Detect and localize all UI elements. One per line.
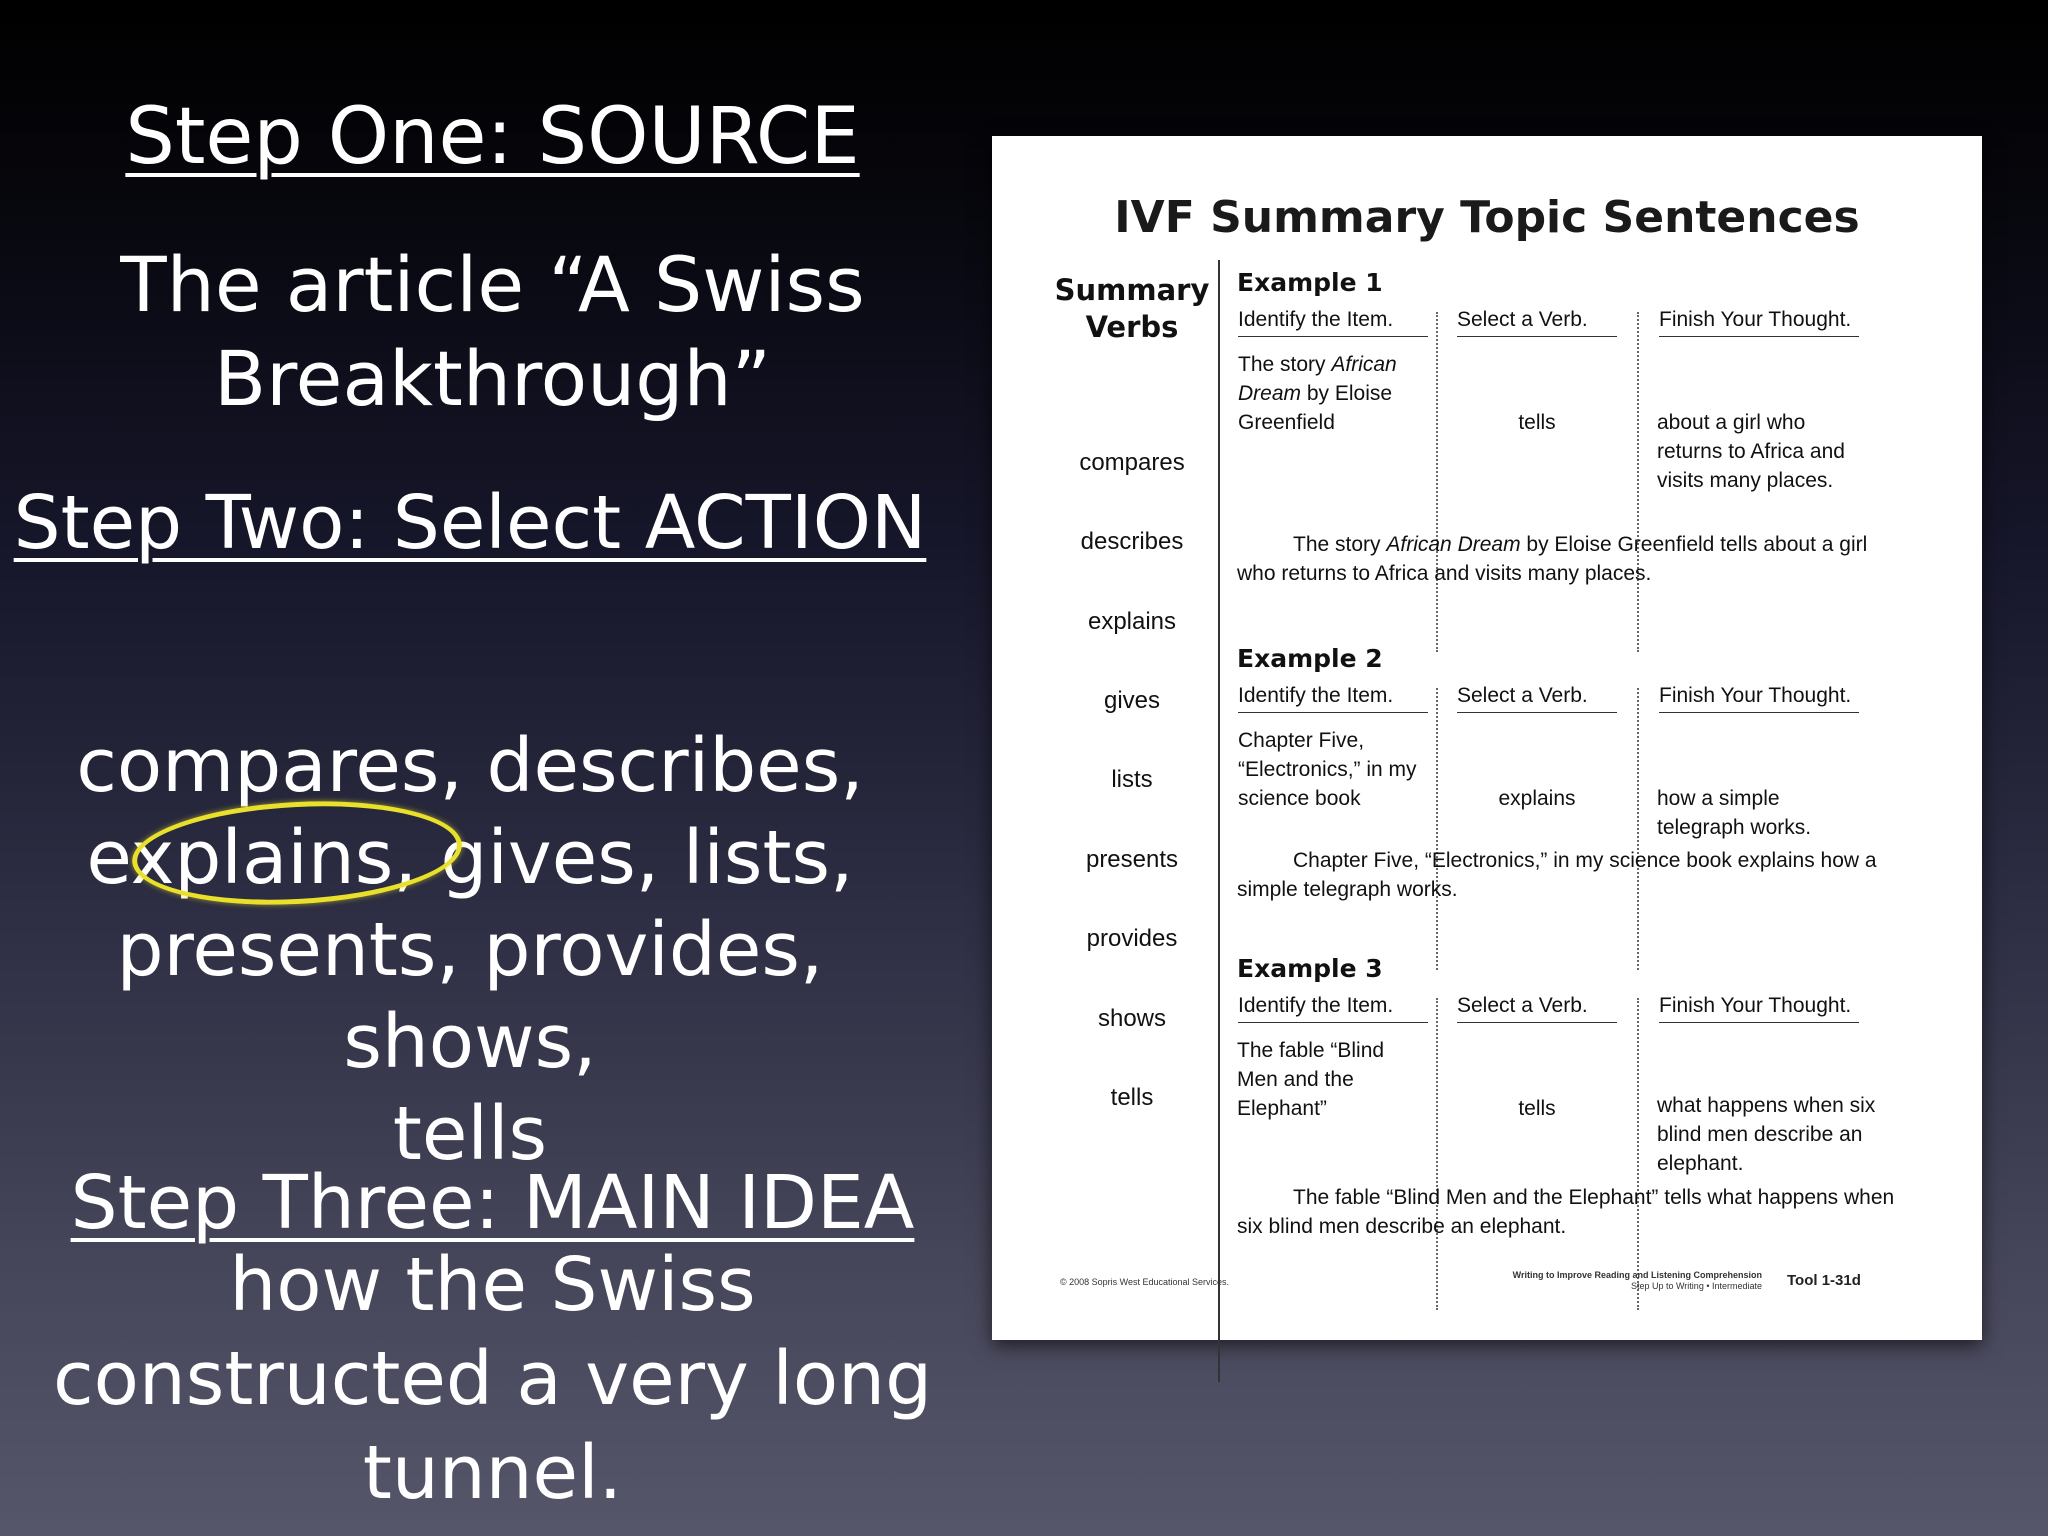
highlighted-verb-explains: explains, — [86, 815, 417, 901]
item-title: African Dream — [1238, 353, 1397, 405]
sentence-title: African Dream — [1386, 533, 1521, 556]
item-text: The story — [1238, 353, 1332, 376]
step-three-heading: Step Three: MAIN IDEA — [70, 1160, 915, 1246]
dotted-separator — [1436, 688, 1438, 970]
col-header-thought: Finish Your Thought. — [1659, 308, 1859, 337]
verb-item: provides — [1086, 925, 1178, 952]
example-3-heading: Example 3 — [1237, 954, 1383, 983]
verbs-line-1: compares, describes, — [76, 723, 864, 809]
summary-verbs-heading-line2: Verbs — [1085, 310, 1179, 344]
verb-item: tells — [1110, 1084, 1154, 1111]
col-header-verb: Select a Verb. — [1457, 994, 1617, 1023]
source-text: The article “A Swiss Breakthrough” — [120, 240, 865, 423]
dotted-separator — [1637, 998, 1639, 1310]
col-header-thought: Finish Your Thought. — [1659, 994, 1859, 1023]
series-name: Step Up to Writing • Intermediate — [1630, 1281, 1762, 1291]
verbs-line-2-rest: gives, lists, — [416, 815, 854, 901]
col-header-verb: Select a Verb. — [1457, 684, 1617, 713]
example-3-sentence: The fable “Blind Men and the Elephant” tells what happens when six blind men describe an elephant. — [1237, 1186, 1895, 1238]
book-title: Writing to Improve Reading and Listening Comprehension — [1512, 1270, 1762, 1280]
col-header-verb: Select a Verb. — [1457, 308, 1617, 337]
verb-item: lists — [1111, 766, 1153, 793]
item-text: by Eloise Greenfield — [1238, 382, 1393, 434]
step-two-heading: Step Two: Select ACTION — [13, 480, 927, 566]
verbs-line-4: tells — [392, 1091, 548, 1177]
summary-verbs-heading — [1052, 272, 1212, 346]
example-1-thought: about a girl who returns to Africa and visits many places. — [1657, 411, 1845, 492]
example-2-item: Chapter Five, “Electronics,” in my science book — [1238, 729, 1417, 810]
example-2-sentence: Chapter Five, “Electronics,” in my science book explains how a simple telegraph works. — [1237, 849, 1877, 901]
example-3-item: The fable “Blind Men and the Elephant” — [1237, 1039, 1385, 1120]
dotted-separator — [1637, 312, 1639, 652]
sentence-text: The story — [1293, 533, 1387, 556]
example-1-item — [1238, 350, 1428, 437]
col-header-thought: Finish Your Thought. — [1659, 684, 1859, 713]
dotted-separator — [1436, 312, 1438, 652]
verb-item: describes — [1080, 528, 1184, 555]
example-3-verb: tells — [1518, 1097, 1556, 1120]
example-2-heading: Example 2 — [1237, 644, 1383, 673]
example-2-thought: how a simple telegraph works. — [1657, 787, 1812, 839]
example-3-thought: what happens when six blind men describe an elephant. — [1657, 1094, 1876, 1175]
action-verbs-list — [0, 720, 940, 1180]
col-header-item: Identify the Item. — [1238, 308, 1428, 337]
col-header-item: Identify the Item. — [1238, 994, 1428, 1023]
example-2-verb: explains — [1498, 787, 1576, 810]
summary-verbs-heading-line1: Summary — [1054, 273, 1210, 307]
worksheet-title: IVF Summary Topic Sentences — [1114, 192, 1860, 243]
dotted-separator — [1637, 688, 1639, 970]
verbs-line-3: presents, provides, shows, — [116, 907, 824, 1085]
book-footer — [1412, 1270, 1762, 1292]
sentence-text: by Eloise Greenfield tells about a girl who returns to Africa and visits many places. — [1237, 533, 1868, 585]
example-1-heading: Example 1 — [1237, 268, 1383, 297]
dotted-separator — [1436, 998, 1438, 1310]
verb-item: explains — [1087, 608, 1177, 635]
example-1-verb: tells — [1518, 411, 1556, 434]
col-header-item: Identify the Item. — [1238, 684, 1428, 713]
verb-item: gives — [1103, 687, 1161, 714]
tool-number: Tool 1-31d — [1787, 1272, 1861, 1289]
step-one-heading: Step One: SOURCE — [125, 92, 860, 182]
copyright-footer: © 2008 Sopris West Educational Services. — [1060, 1277, 1230, 1287]
main-idea-text: how the Swiss constructed a very long tunnel. — [52, 1242, 933, 1516]
verb-item: compares — [1079, 449, 1185, 476]
verb-item: shows — [1097, 1005, 1167, 1032]
worksheet-image — [992, 136, 1982, 1340]
example-1-sentence — [1237, 530, 1887, 588]
divider-line — [1218, 260, 1220, 1382]
verb-item: presents — [1085, 846, 1179, 873]
